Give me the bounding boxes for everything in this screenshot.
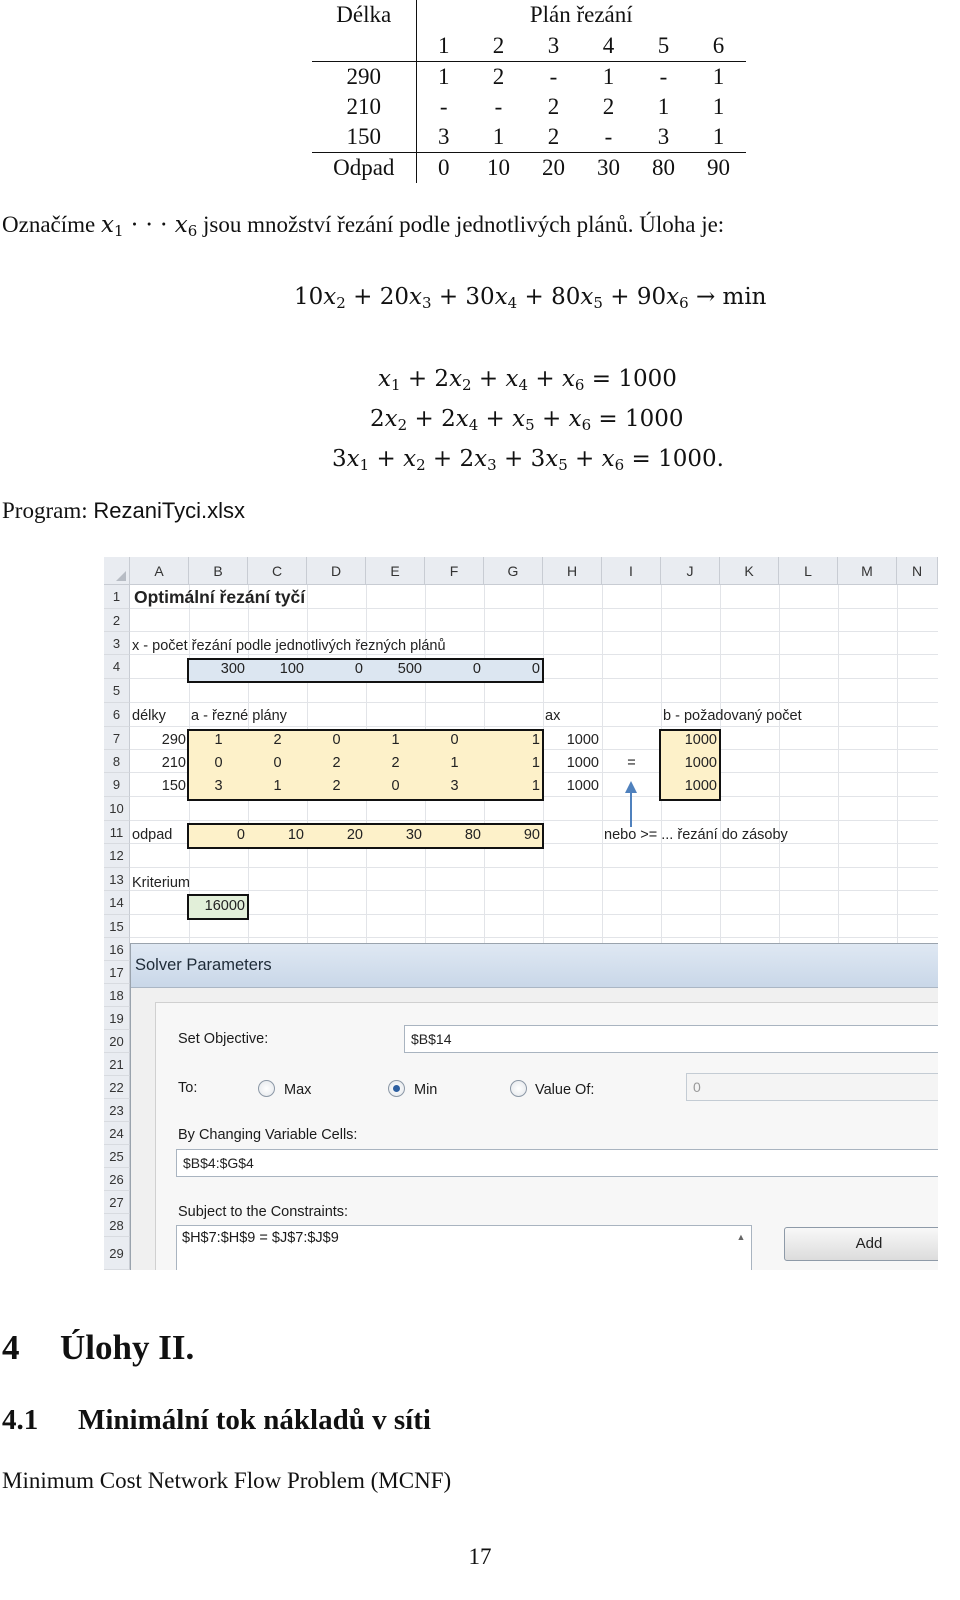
- subsection-title: Minimální tok nákladů v síti: [78, 1404, 431, 1436]
- row-header-26[interactable]: 26: [104, 1168, 130, 1191]
- waste-value: 80: [652, 155, 675, 180]
- column-header-h[interactable]: H: [543, 557, 602, 585]
- row-header-22[interactable]: 22: [104, 1076, 130, 1099]
- b-cell[interactable]: 1000: [684, 732, 717, 748]
- row-header-1[interactable]: 1: [104, 585, 130, 609]
- constraint-equation-2: $2x_2 + 2x_4 + x_5 + x_6 = 1000$: [370, 406, 684, 434]
- b-cell[interactable]: 1000: [684, 755, 717, 771]
- set-objective-label: [178, 1031, 268, 1047]
- section-number: 4: [2, 1328, 20, 1367]
- plan-matrix-cell[interactable]: 3: [450, 778, 459, 794]
- x-value-cell[interactable]: 0: [531, 661, 540, 677]
- column-header-b[interactable]: B: [189, 557, 248, 585]
- column-header-n[interactable]: N: [897, 557, 938, 585]
- row-header-10[interactable]: 10: [104, 797, 130, 821]
- subsection-subtitle: Minimum Cost Network Flow Problem (MCNF): [2, 1468, 452, 1493]
- plan-matrix-cell[interactable]: 0: [391, 778, 400, 794]
- add-constraint-button[interactable]: Add: [784, 1227, 938, 1261]
- table-cell: 3: [636, 122, 691, 153]
- plan-matrix-cell[interactable]: 2: [332, 778, 341, 794]
- row-header-20[interactable]: 20: [104, 1030, 130, 1053]
- plan-number: 6: [691, 31, 746, 62]
- x-value-cell[interactable]: 300: [220, 661, 245, 677]
- section-title: Úlohy II.: [60, 1328, 195, 1367]
- program-label: Program:: [2, 498, 88, 523]
- x-value-cell[interactable]: 0: [354, 661, 363, 677]
- row-header-11[interactable]: 11: [104, 821, 130, 844]
- min-radio[interactable]: [388, 1080, 405, 1097]
- column-header-d[interactable]: D: [307, 557, 366, 585]
- plan-matrix-cell[interactable]: 1: [531, 778, 540, 794]
- program-line: [2, 498, 245, 524]
- criterion-label: Kriterium: [132, 875, 191, 891]
- waste-cell[interactable]: 0: [236, 827, 245, 843]
- set-objective-label-text: Set Objective:: [178, 1031, 269, 1047]
- select-all-corner: [104, 557, 130, 585]
- arrow-shaft: [630, 791, 632, 827]
- x-value-cell[interactable]: 0: [472, 661, 481, 677]
- table-cell: 1: [691, 122, 746, 153]
- table-cell: 2: [526, 122, 581, 153]
- table-cell: 2: [602, 93, 615, 119]
- row-header-13[interactable]: 13: [104, 868, 130, 891]
- criterion-cell[interactable]: 16000: [204, 898, 245, 914]
- length-cell[interactable]: 290: [161, 732, 186, 748]
- column-header-j[interactable]: J: [661, 557, 720, 585]
- row-header-28[interactable]: 28: [104, 1214, 130, 1237]
- table-cell: 1: [657, 93, 670, 119]
- waste-cell[interactable]: 20: [346, 827, 363, 843]
- row-header-14[interactable]: 14: [104, 891, 130, 915]
- section-heading: [2, 1328, 194, 1368]
- column-header-f[interactable]: F: [425, 557, 484, 585]
- dialog-title-bar[interactable]: [131, 944, 938, 988]
- table-cell: 1: [438, 63, 450, 89]
- table-row: [312, 92, 746, 123]
- plan-matrix-cell[interactable]: 1: [531, 755, 540, 771]
- table-row: [312, 122, 746, 153]
- row-header-7[interactable]: 7: [104, 727, 130, 750]
- constraints-list[interactable]: [176, 1225, 752, 1270]
- plan-matrix-cell[interactable]: 2: [391, 755, 400, 771]
- solver-parameters-dialog: [130, 943, 938, 1270]
- row-header-25[interactable]: 25: [104, 1145, 130, 1168]
- intro-text-a: Označíme: [2, 212, 96, 237]
- ax-cell[interactable]: 1000: [566, 755, 599, 771]
- row-length: 290: [312, 61, 416, 92]
- plan-matrix-cell[interactable]: 0: [450, 732, 459, 748]
- column-header-l[interactable]: L: [779, 557, 838, 585]
- lengths-label: délky: [132, 708, 166, 724]
- waste-row: [312, 153, 746, 184]
- b-label: b - požadovaný počet: [663, 708, 802, 724]
- waste-cell[interactable]: 90: [523, 827, 540, 843]
- column-header-a[interactable]: A: [130, 557, 189, 585]
- max-label: Max: [284, 1082, 312, 1098]
- row-header-18[interactable]: 18: [104, 984, 130, 1007]
- x-value-cell[interactable]: 500: [397, 661, 422, 677]
- table-cell: 3: [416, 122, 471, 153]
- table-cell: 2: [547, 93, 560, 119]
- objective-min: → min: [695, 284, 767, 310]
- plan-matrix-cell[interactable]: 1: [273, 778, 282, 794]
- stock-note: nebo >= ... řezání do zásoby: [604, 827, 788, 843]
- plan-matrix-cell[interactable]: 0: [273, 755, 282, 771]
- min-label: Min: [414, 1082, 438, 1098]
- objective-function: $10x_2 + 20x_3 + 30x_4 + 80x_5 + 90x_6 \to \min$: [294, 284, 767, 312]
- ax-label: ax: [545, 708, 561, 724]
- plan-matrix-cell[interactable]: 2: [332, 755, 341, 771]
- row-header-3[interactable]: 3: [104, 632, 130, 655]
- waste-value: 0: [438, 155, 450, 180]
- dialog-title: Solver Parameters: [135, 956, 272, 974]
- table-cell: 2: [492, 63, 505, 89]
- row-length: 150: [312, 122, 416, 153]
- constraint-equation-3: $3x_1 + x_2 + 2x_3 + 3x_5 + x_6 = 1000$.: [332, 446, 724, 474]
- length-header-empty: [312, 31, 416, 62]
- row-header-8[interactable]: 8: [104, 750, 130, 773]
- x-label: x - počet řezání podle jednotlivých řezných plánů: [132, 638, 446, 654]
- length-cell[interactable]: 210: [161, 755, 186, 771]
- plan-number: 1: [416, 31, 471, 62]
- row-header-6[interactable]: 6: [104, 703, 130, 727]
- row-header-24[interactable]: 24: [104, 1122, 130, 1145]
- set-objective-input[interactable]: $B$14: [404, 1025, 938, 1053]
- constraint-item[interactable]: $H$7:$H$9 = $J$7:$J$9: [182, 1230, 339, 1246]
- table-cell: 1: [712, 63, 725, 89]
- table-cell: 1: [471, 122, 526, 153]
- row-header-2[interactable]: 2: [104, 609, 130, 632]
- page-number: 17: [468, 1544, 492, 1569]
- table-cell: 1: [712, 93, 725, 119]
- waste-cell[interactable]: 80: [464, 827, 481, 843]
- plan-header: Plán řezání: [529, 2, 633, 28]
- column-header-g[interactable]: G: [484, 557, 543, 585]
- row-header-16[interactable]: 16: [104, 938, 130, 961]
- column-header-c[interactable]: C: [248, 557, 307, 585]
- b-cell[interactable]: 1000: [684, 778, 717, 794]
- plan-matrix-cell[interactable]: 1: [214, 732, 223, 748]
- plan-matrix-cell[interactable]: 3: [214, 778, 223, 794]
- row-header-29[interactable]: 29: [104, 1237, 130, 1270]
- waste-label-cell: odpad: [132, 827, 173, 843]
- plan-matrix-cell[interactable]: 0: [332, 732, 341, 748]
- subsection-number: 4.1: [2, 1404, 39, 1436]
- waste-value: 90: [707, 155, 730, 180]
- column-header-m[interactable]: M: [838, 557, 897, 585]
- table-cell: -: [659, 63, 668, 89]
- variables-range: $x_1$ · · · $x_6$: [100, 212, 198, 240]
- x-value-cell[interactable]: 100: [279, 661, 304, 677]
- table-cell: -: [549, 63, 558, 89]
- plan-matrix-cell[interactable]: 1: [450, 755, 459, 771]
- intro-text-b: jsou množství řezání podle jednotlivých plánů. Úloha je:: [202, 212, 725, 237]
- plan-table-header-row: [312, 0, 746, 31]
- table-row: [312, 61, 746, 92]
- waste-label: Odpad: [312, 153, 416, 184]
- to-label: To:: [178, 1080, 198, 1096]
- column-header-e[interactable]: E: [366, 557, 425, 585]
- ax-cell[interactable]: 1000: [566, 732, 599, 748]
- value-of-input[interactable]: 0: [686, 1073, 938, 1101]
- length-header: Délka: [312, 0, 416, 31]
- row-header-19[interactable]: 19: [104, 1007, 130, 1030]
- constraint-equation-1: $x_1 + 2x_2 + x_4 + x_6 = 1000$: [378, 366, 677, 394]
- waste-value: 20: [542, 155, 565, 180]
- equals-sign: =: [627, 755, 636, 771]
- row-header-4[interactable]: 4: [104, 655, 130, 679]
- column-header-i[interactable]: I: [602, 557, 661, 585]
- subsection-heading: [2, 1404, 431, 1437]
- row-length: 210: [312, 92, 416, 123]
- plans-label: a - řezné plány: [191, 708, 287, 724]
- scroll-up-icon[interactable]: ▲: [736, 1232, 746, 1242]
- row-header-17[interactable]: 17: [104, 961, 130, 984]
- plan-number: 2: [471, 31, 526, 62]
- column-header-k[interactable]: K: [720, 557, 779, 585]
- waste-value: 30: [597, 155, 620, 180]
- ax-cell[interactable]: 1000: [566, 778, 599, 794]
- row-header-9[interactable]: 9: [104, 773, 130, 797]
- constraints-label: Subject to the Constraints:: [178, 1204, 349, 1220]
- plan-matrix-cell[interactable]: 1: [391, 732, 400, 748]
- row-header-15[interactable]: 15: [104, 915, 130, 938]
- sheet-title: Optimální řezání tyčí: [134, 587, 306, 607]
- row-header-23[interactable]: 23: [104, 1099, 130, 1122]
- max-radio[interactable]: [258, 1080, 275, 1097]
- plan-matrix-cell[interactable]: 0: [214, 755, 223, 771]
- table-cell: -: [439, 93, 448, 119]
- plan-matrix-cell[interactable]: 1: [531, 732, 540, 748]
- value-of-radio[interactable]: [510, 1080, 527, 1097]
- plan-number: 4: [581, 31, 636, 62]
- waste-cell[interactable]: 30: [405, 827, 422, 843]
- plan-number: 5: [636, 31, 691, 62]
- table-cell: -: [494, 93, 503, 119]
- plan-numbers-row: [312, 31, 746, 62]
- waste-cell[interactable]: 10: [287, 827, 304, 843]
- value-of-label: Value Of:: [535, 1082, 595, 1098]
- plan-number: 3: [526, 31, 581, 62]
- row-header-21[interactable]: 21: [104, 1053, 130, 1076]
- table-cell: -: [581, 122, 636, 153]
- spreadsheet-screenshot: [104, 557, 938, 1270]
- row-header-12[interactable]: 12: [104, 844, 130, 868]
- cutting-plan-table: [312, 0, 746, 183]
- waste-value: 10: [487, 155, 510, 180]
- row-header-27[interactable]: 27: [104, 1191, 130, 1214]
- row-header-5[interactable]: 5: [104, 679, 130, 703]
- intro-paragraph: [2, 212, 724, 240]
- length-cell[interactable]: 150: [161, 778, 186, 794]
- changing-cells-input[interactable]: $B$4:$G$4: [176, 1149, 938, 1177]
- program-filename: RezaniTyci.xlsx: [93, 498, 245, 523]
- plan-matrix-cell[interactable]: 2: [273, 732, 282, 748]
- changing-cells-label: By Changing Variable Cells:: [178, 1127, 358, 1143]
- table-cell: 1: [602, 63, 615, 89]
- dialog-content: [155, 1002, 938, 1270]
